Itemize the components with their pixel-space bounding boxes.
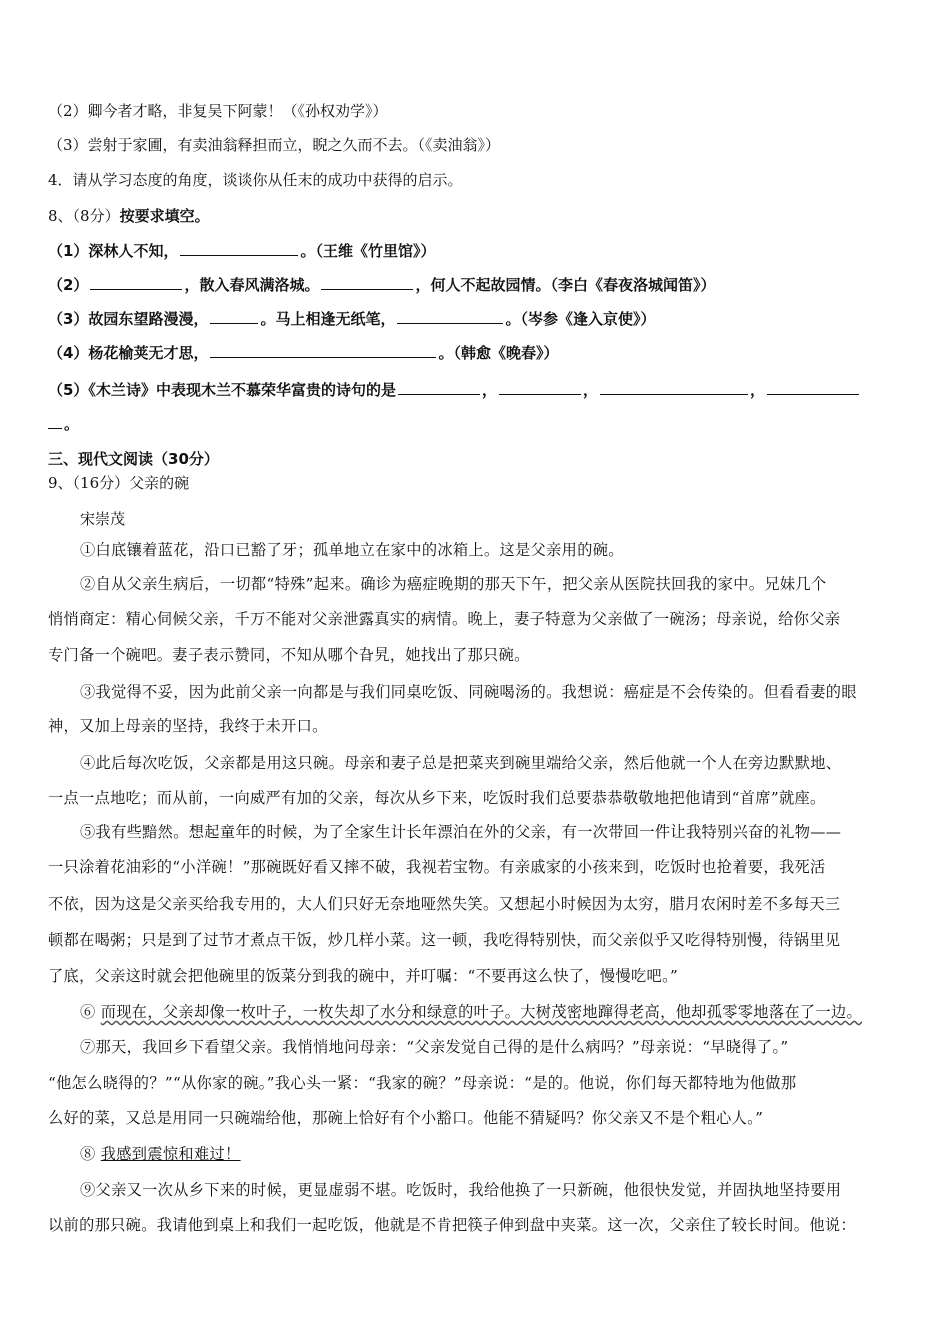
fill-text: 。（韩愈《晚春》） — [438, 344, 559, 362]
passage-line: ③我觉得不妥，因为此前父亲一向都是与我们同桌吃饭、同碗喝汤的。我想说：癌症是不会传染的。但看看妻的眼 — [80, 683, 857, 701]
passage-line: ⑦那天，我回乡下看望父亲。我悄悄地问母亲：“父亲发觉自己得的是什么病吗？”母亲说：“早晓得了。” — [80, 1038, 789, 1056]
passage-line: 悄悄商定：精心伺候父亲，千万不能对父亲泄露真实的病情。晚上，妻子特意为父亲做了一碗汤；母亲说，给你父亲 — [48, 610, 841, 628]
passage-line: “他怎么晓得的？”“从你家的碗。”我心头一紧：“我家的碗？”母亲说：“是的。他说，你们每天都特地为他做那 — [48, 1074, 797, 1092]
question-8-title — [48, 206, 910, 226]
passage-line: 一点一点地吃；而从前，一向威严有加的父亲，每次从乡下来，吃饭时我们总要恭恭敬敬地把他请到“首席”就座。 — [48, 789, 826, 807]
author-name: 宋崇茂 — [80, 510, 126, 528]
fill-text: （2） — [48, 276, 89, 294]
fill-text: 。（岑参《逢入京使》） — [505, 310, 656, 328]
underlined-sentence: 我感到震惊和难过！ — [100, 1145, 241, 1163]
question-8-line-3 — [48, 308, 910, 329]
fill-text: 。（王维《竹里馆》） — [300, 242, 436, 260]
fill-text: ， — [749, 381, 765, 399]
question-8-line-5-cont — [48, 413, 910, 434]
question-8-line-5 — [48, 379, 910, 400]
fill-text: ， — [582, 381, 598, 399]
fill-blank[interactable] — [210, 342, 436, 358]
passage-line: ⑨父亲又一次从乡下来的时候，更显虚弱不堪。吃饭时，我给他换了一只新碗，他很快发觉，并固执地坚持要用 — [80, 1181, 842, 1199]
wavy-underlined-sentence: 而现在，父亲却像一枚叶子，一枚失却了水分和绿意的叶子。大树茂密地蹿得老高，他却孤零零地落在了一边。 — [100, 1003, 863, 1021]
question-8-number: 8、（8分） — [48, 207, 120, 225]
fill-text: 。马上相逢无纸笔， — [260, 310, 396, 328]
fill-blank[interactable] — [600, 379, 748, 395]
fill-text: （1）深林人不知， — [48, 242, 179, 260]
passage-line: 顿都在喝粥；只是到了过节才煮点干饭，炒几样小菜。这一顿，我吃得特别快，而父亲似乎又吃得特别慢，待锅里见 — [48, 931, 841, 949]
question-7-item-2: （2）卿今者才略，非复吴下阿蒙！（《孙权劝学》） — [48, 102, 388, 120]
fill-text: ， — [481, 381, 497, 399]
fill-blank[interactable] — [321, 274, 413, 290]
fill-text: ，何人不起故园情。（李白《春夜洛城闻笛》） — [415, 276, 716, 294]
fill-text: 。 — [64, 415, 80, 433]
fill-blank[interactable] — [767, 379, 859, 395]
paragraph-number: ⑧ — [80, 1145, 96, 1163]
question-8-line-4 — [48, 342, 910, 363]
section-3-heading: 三、现代文阅读（30分） — [48, 450, 219, 468]
passage-line: ⑤我有些黯然。想起童年的时候，为了全家生计长年漂泊在外的父亲，有一次带回一件让我特别兴奋的礼物—— — [80, 823, 842, 841]
passage-line: 专门备一个碗吧。妻子表示赞同，不知从哪个旮旯，她找出了那只碗。 — [48, 646, 530, 664]
fill-blank[interactable] — [210, 308, 258, 324]
fill-text: （5）《木兰诗》中表现木兰不慕荣华富贵的诗句的是 — [48, 381, 396, 399]
fill-text: ，散入春风满洛城。 — [184, 276, 320, 294]
fill-blank[interactable] — [90, 274, 182, 290]
question-9-title: 9、（16分）父亲的碗 — [48, 474, 190, 492]
passage-line: ①白底镶着蓝花，沿口已豁了牙；孤单地立在家中的冰箱上。这是父亲用的碗。 — [80, 541, 624, 559]
passage-line: ④此后每次吃饭，父亲都是用这只碗。母亲和妻子总是把菜夹到碗里端给父亲，然后他就一个人在旁边默默地、 — [80, 754, 842, 772]
question-8-line-2 — [48, 274, 910, 295]
paragraph-number: ⑥ — [80, 1003, 96, 1021]
question-8-line-1 — [48, 240, 910, 261]
question-7-item-3: （3）尝射于家圃，有卖油翁释担而立，睨之久而不去。（《卖油翁》） — [48, 136, 501, 154]
passage-line: 了底，父亲这时就会把他碗里的饭菜分到我的碗中，并叮嘱：“不要再这么快了，慢慢吃吧。” — [48, 967, 679, 985]
fill-blank[interactable] — [397, 308, 503, 324]
passage-line: ②自从父亲生病后，一切都“特殊”起来。确诊为癌症晚期的那天下午，把父亲从医院扶回我的家中。兄妹几个 — [80, 575, 827, 593]
passage-line-wavy — [80, 1002, 942, 1022]
fill-blank[interactable] — [398, 379, 480, 395]
question-8-instruction: 按要求填空。 — [119, 207, 210, 225]
passage-line: 以前的那只碗。我请他到桌上和我们一起吃饭，他就是不肯把筷子伸到盘中夹菜。这一次，父亲住了较长时间。他说： — [48, 1216, 856, 1234]
passage-line: 一只涂着花油彩的“小洋碗！”那碗既好看又摔不破，我视若宝物。有亲戚家的小孩来到，吃饭时也抢着要，我死活 — [48, 858, 826, 876]
fill-text: （3）故园东望路漫漫， — [48, 310, 209, 328]
passage-line-underlined — [80, 1144, 942, 1164]
passage-line: 不依，因为这是父亲买给我专用的，大人们只好无奈地哑然失笑。又想起小时候因为太穷，腊月农闲时差不多每天三 — [48, 895, 841, 913]
fill-blank[interactable] — [499, 379, 581, 395]
fill-blank[interactable] — [180, 240, 298, 256]
fill-blank[interactable] — [48, 413, 62, 429]
fill-text: （4）杨花榆荚无才思， — [48, 344, 209, 362]
passage-line: 神，又加上母亲的坚持，我终于未开口。 — [48, 717, 328, 735]
passage-line: 么好的菜，又总是用同一只碗端给他，那碗上恰好有个小豁口。他能不猜疑吗？你父亲又不是个粗心人。” — [48, 1109, 764, 1127]
question-7-sub-4: 4．请从学习态度的角度，谈谈你从任末的成功中获得的启示。 — [48, 171, 463, 189]
